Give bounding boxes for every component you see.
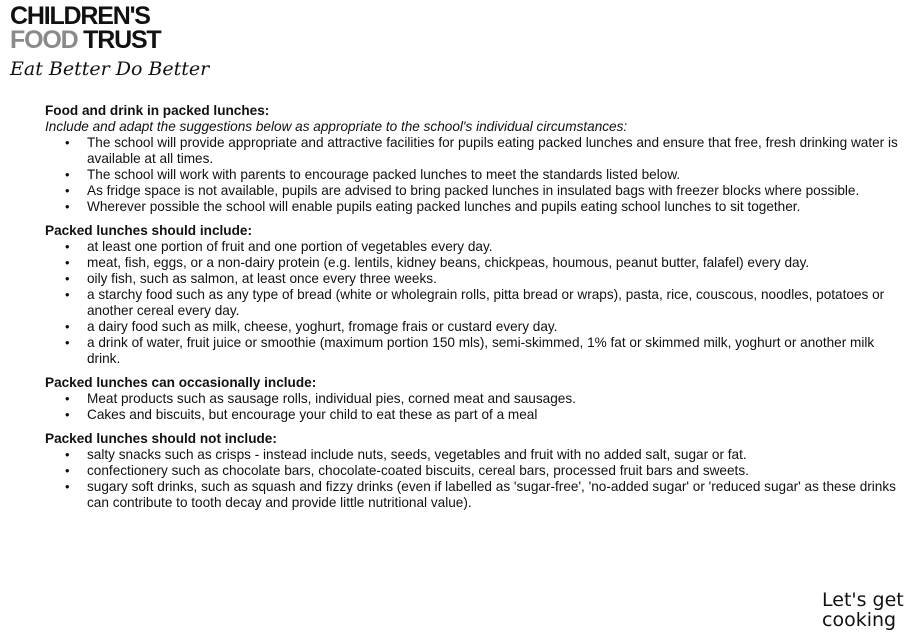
section-heading: Packed lunches can occasionally include: [45,375,317,390]
list-item: • confectionery such as chocolate bars, chocolate-coated biscuits, cereal bars, processed fruit bars and sweets. [87,463,905,479]
list-item: • meat, fish, eggs, or a non-dairy protein (e.g. lentils, kidney beans, chickpeas, houmous, peanut butter, falafel) every day. [87,255,905,271]
list-item: • Meat products such as sausage rolls, individual pies, corned meat and sausages. [87,391,905,407]
list-item: • oily fish, such as salmon, at least once every three weeks. [87,271,905,287]
list-item: • The school will work with parents to encourage packed lunches to meet the standards listed below. [87,167,905,183]
list-item: • Cakes and biscuits, but encourage your child to eat these as part of a meal [87,407,905,423]
brand-line-cooking: cooking [822,609,897,631]
list-item: • a dairy food such as milk, cheese, yoghurt, fromage frais or custard every day. [87,319,905,335]
list-item: • The school will provide appropriate and attractive facilities for pupils eating packed lunches and ensure that free, fresh drinking water is available at all times. [87,135,905,167]
list-item: • a starchy food such as any type of bread (white or wholegrain rolls, pitta bread or wraps), pasta, rice, couscous, noodles, potatoes or another cereal every day. [87,287,905,319]
section-should-include [45,223,905,367]
list-item: • salty snacks such as crisps - instead include nuts, seeds, vegetables and fruit with no added salt, sugar or fat. [87,447,905,463]
logo-line-childrens: CHILDREN'S [10,2,150,30]
section-should-not-include [45,431,905,511]
list-item: • at least one portion of fruit and one portion of vegetables every day. [87,239,905,255]
bullet-list [45,239,905,367]
list-item: • sugary soft drinks, such as squash and fizzy drinks (even if labelled as 'sugar-free', 'no-added sugar' or 'reduced sugar' as these drinks can contribute to tooth decay and provide little nutritional value). [87,479,905,511]
section-heading: Food and drink in packed lunches: [45,103,270,118]
lets-get-cooking-logo [822,590,912,630]
logo-word-food: FOOD [10,26,78,54]
document-body [45,103,905,511]
bullet-list [45,391,905,423]
list-item: • a drink of water, fruit juice or smoothie (maximum portion 150 mls), semi-skimmed, 1% fat or skimmed milk, yoghurt or another milk drink. [87,335,905,367]
section-intro: Include and adapt the suggestions below as appropriate to the school's individual circumstances: [45,119,628,134]
list-item: • Wherever possible the school will enable pupils eating packed lunches and pupils eating school lunches to sit together. [87,199,905,215]
bullet-list [45,447,905,511]
logo-tagline: Eat Better Do Better [10,58,210,80]
bullet-list [45,135,905,215]
section-occasionally-include [45,375,905,423]
childrens-food-trust-logo [10,4,209,80]
section-food-and-drink [45,103,905,215]
list-item: • As fridge space is not available, pupils are advised to bring packed lunches in insulated bags with freezer blocks where possible. [87,183,905,199]
section-heading: Packed lunches should include: [45,223,252,238]
logo-word-trust: TRUST [83,26,161,54]
logo-line-food-trust [10,28,209,52]
section-heading: Packed lunches should not include: [45,431,277,446]
brand-line-lets-get: Let's get [822,589,904,611]
